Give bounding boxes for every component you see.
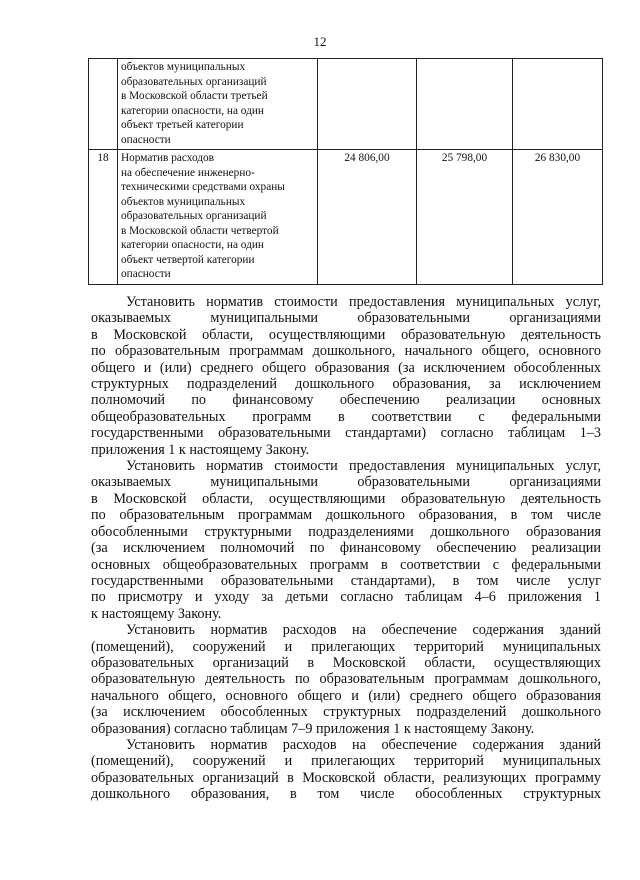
norm-name-line: в Московской области третьей — [121, 90, 268, 102]
paragraph — [91, 294, 601, 458]
norm-name-line: техническими средствами охраны — [121, 181, 285, 193]
norm-name-line: категории опасности, на один — [121, 104, 264, 117]
paragraph-line: в Московской области, осуществляющими образовательную деятельность — [91, 326, 601, 343]
row-number-cell — [89, 59, 118, 150]
page-number: 12 — [313, 34, 327, 49]
body-text — [91, 294, 601, 803]
norm-name-line: на обеспечение инженерно- — [121, 166, 255, 179]
paragraph-line: основных общеобразовательных программ в соответствии с федеральными — [91, 556, 601, 573]
paragraph-line: по образовательным программам дошкольного, начального общего, основного — [91, 343, 601, 360]
value-cell-3 — [513, 59, 603, 150]
norm-name-line: категории опасности, на один — [121, 239, 264, 251]
paragraph — [91, 737, 601, 803]
norm-name-line: в Московской области четвертой — [121, 224, 279, 237]
norm-name-line: образовательных организаций — [121, 75, 267, 88]
norm-name-line: опасности — [121, 268, 171, 280]
norm-name-line: объект четвертой категории — [121, 253, 255, 266]
paragraph-line: Установить норматив расходов на обеспечение содержания зданий — [126, 622, 601, 639]
norm-name-line: объектов муниципальных — [121, 61, 246, 73]
norm-name-line: Норматив расходов — [121, 152, 215, 164]
value-cell-2 — [417, 59, 513, 150]
paragraph-line: (помещений), сооружений и прилегающих территорий муниципальных — [91, 638, 601, 655]
paragraph-line: государственными образовательными стандартами) согласно таблицам 1–3 — [91, 425, 601, 442]
paragraph-line: образовательную деятельность по образовательным программам дошкольного, — [91, 671, 601, 688]
paragraph-line: общего и (или) среднего общего образования (за исключением обособленных — [91, 359, 601, 376]
norm-name-line: опасности — [121, 133, 171, 146]
paragraph-line: общеобразовательных программ в соответствии с федеральными — [91, 408, 601, 425]
paragraph-line: начального общего, основного общего и (или) среднего общего образования — [91, 687, 601, 704]
paragraph-line: приложения 1 к настоящему Закону. — [91, 441, 310, 458]
paragraph-line: Установить норматив стоимости предоставления муниципальных услуг, — [126, 458, 601, 475]
paragraph-line: по присмотру и уходу за детьми согласно таблицам 4–6 приложения 1 — [91, 589, 601, 606]
norm-name-line: объект третьей категории — [121, 119, 244, 131]
paragraph-line: образовательных организаций в Московской области, осуществляющих — [91, 654, 601, 671]
paragraph-line: по образовательным программам дошкольного образования, в том числе — [91, 507, 601, 524]
norms-table — [88, 58, 603, 285]
paragraph-line: в Московской области, осуществляющими образовательную деятельность — [91, 490, 601, 507]
table-row — [89, 59, 603, 150]
paragraph — [91, 622, 601, 737]
value-cell-2: 25 798,00 — [417, 150, 513, 285]
paragraph-line: оказываемых муниципальными образовательными организациями — [91, 474, 601, 491]
paragraph-line: образования) согласно таблицам 7–9 приложения 1 к настоящему Закону. — [91, 720, 535, 737]
value-cell-3: 26 830,00 — [513, 150, 603, 285]
paragraph-line: образовательных организаций в Московской области, реализующих программу — [91, 769, 601, 786]
norm-name-line: объектов муниципальных — [121, 195, 246, 208]
paragraph-line: оказываемых муниципальными образовательными организациями — [91, 310, 601, 327]
paragraph-line: (помещений), сооружений и прилегающих территорий муниципальных — [91, 753, 601, 770]
paragraph-line: структурных подразделений дошкольного образования, за исключением — [91, 376, 601, 393]
paragraph — [91, 458, 601, 622]
paragraph-line: Установить норматив стоимости предоставления муниципальных услуг, — [126, 294, 601, 310]
paragraph-line: (за исключением полномочий по финансовому обеспечению реализации — [91, 540, 601, 557]
norm-name-line: образовательных организаций — [121, 210, 267, 222]
value-cell-1: 24 806,00 — [318, 150, 417, 285]
row-number-cell: 18 — [89, 150, 118, 285]
paragraph-line: дошкольного образования, в том числе обособленных структурных — [91, 786, 601, 803]
norm-name-cell — [118, 150, 318, 285]
paragraph-line: Установить норматив расходов на обеспечение содержания зданий — [126, 736, 601, 753]
value-cell-1 — [318, 59, 417, 150]
paragraph-line: (за исключением обособленных структурных подразделений дошкольного — [91, 704, 601, 721]
paragraph-line: государственными образовательными стандартами), в том числе услуг — [91, 572, 601, 589]
norm-name-cell — [118, 59, 318, 150]
paragraph-line: полномочий по финансовому обеспечению реализации основных — [91, 392, 601, 409]
paragraph-line: к настоящему Закону. — [91, 605, 222, 622]
paragraph-line: обособленными структурными подразделениями дошкольного образования — [91, 523, 601, 540]
table-row — [89, 150, 603, 285]
